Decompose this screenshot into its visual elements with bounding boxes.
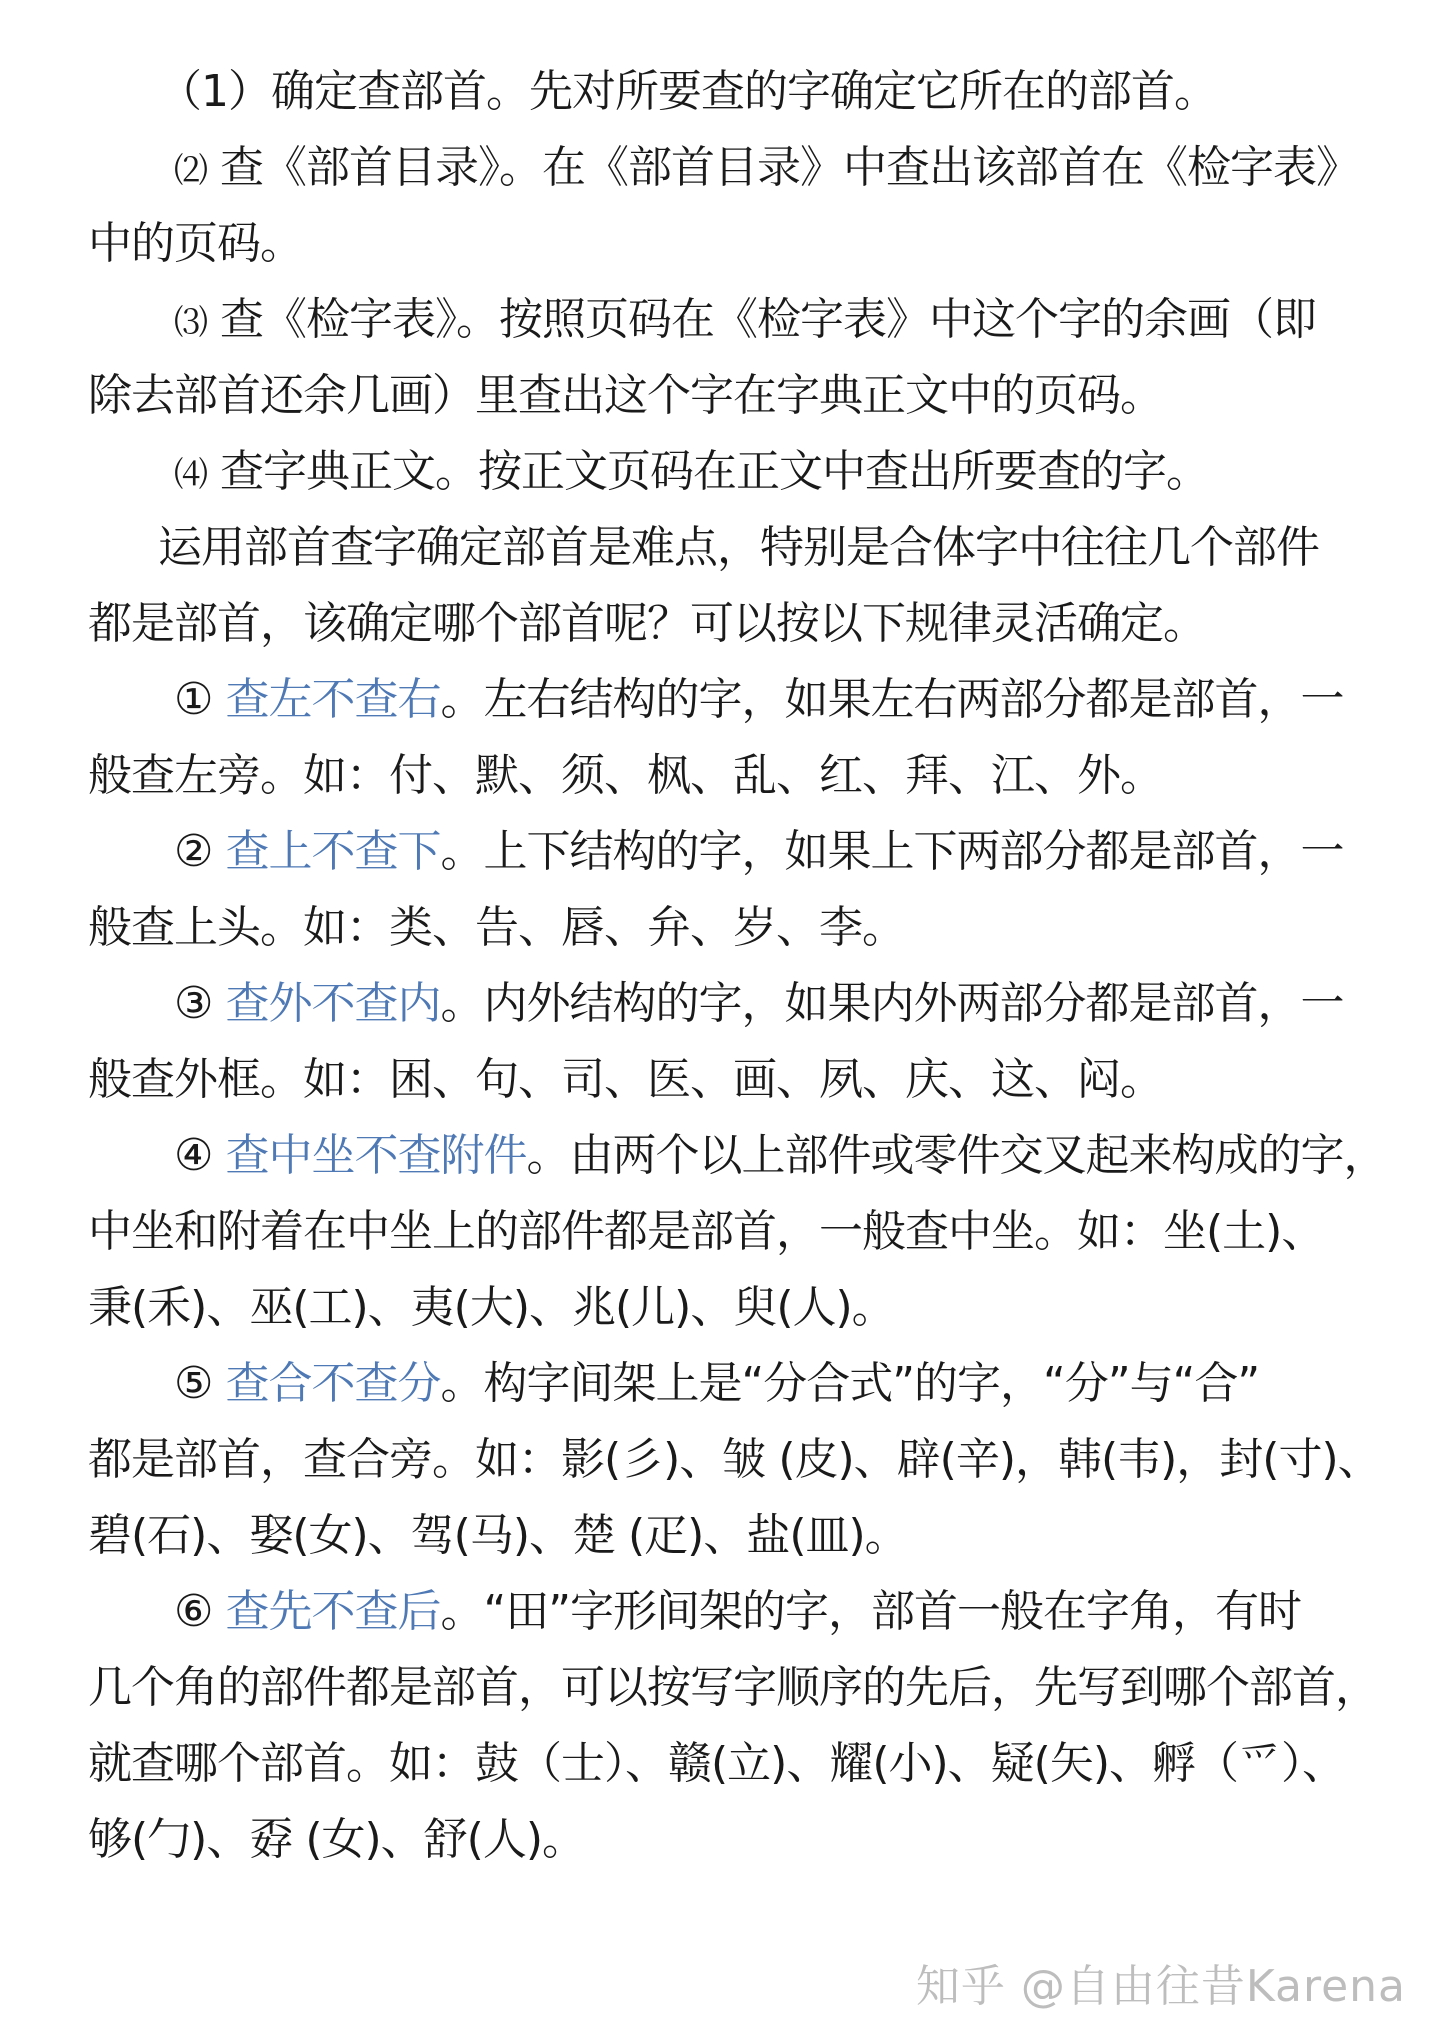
rule-1-line-2: 般查左旁。如：付、默、须、枫、乱、红、拜、江、外。: [88, 750, 1163, 801]
rule-1-number: ①: [174, 674, 213, 725]
step-4-number: ⑷: [174, 455, 207, 495]
rule-4-title: 查中坐不查附件: [225, 1130, 527, 1181]
rule-4-line-2: 中坐和附着在中坐上的部件都是部首，一般查中坐。如：坐(土)、: [88, 1206, 1325, 1257]
step-2-number: ⑵: [174, 151, 207, 191]
rule-3-number: ③: [174, 978, 213, 1029]
step-3-line-1: [88, 282, 1398, 358]
step-3-line-2: 除去部首还余几画）里查出这个字在字典正文中的页码。: [88, 370, 1163, 421]
intro-line-2: 都是部首，该确定哪个部首呢？可以按以下规律灵活确定。: [88, 598, 1206, 649]
cut-off-line: [88, 66, 1398, 130]
rule-2-line-2: 般查上头。如：类、告、唇、弁、岁、李。: [88, 902, 905, 953]
rule-4-text: 。由两个以上部件或零件交叉起来构成的字，: [526, 1130, 1387, 1181]
rule-1-line-1: [88, 662, 1398, 738]
document-body: [88, 66, 1398, 1878]
rule-5-text: 。构字间架上是“分合式”的字，“分”与“合”: [440, 1358, 1260, 1409]
step-3-number: ⑶: [174, 303, 207, 343]
rule-6-line-1: [88, 1574, 1398, 1650]
rule-5-line-3: 碧(石)、娶(女)、驾(马)、楚 (疋)、盐(皿)。: [88, 1510, 908, 1561]
intro-line-1: 运用部首查字确定部首是难点，特别是合体字中往往几个部件: [158, 522, 1319, 573]
rule-5-line-2: 都是部首，查合旁。如：影(彡)、皱 (皮)、辟(辛)，韩(韦)，封(寸)、: [88, 1434, 1381, 1485]
rule-4-number: ④: [174, 1130, 213, 1181]
rule-2-text: 。上下结构的字，如果上下两部分都是部首，一: [440, 826, 1344, 877]
rule-6-text: 。“田”字形间架的字，部首一般在字角，有时: [440, 1586, 1302, 1637]
rules-list: [88, 662, 1398, 1878]
rule-4-line-1: [88, 1118, 1398, 1194]
step-4-line-1: [88, 434, 1398, 510]
rule-2-line-1: [88, 814, 1398, 890]
rule-3-text: 。内外结构的字，如果内外两部分都是部首，一: [440, 978, 1344, 1029]
step-2-line-2: 中的页码。: [88, 218, 303, 269]
rule-5-title: 查合不查分: [225, 1358, 441, 1409]
rule-1-title: 查左不查右: [225, 674, 441, 725]
rule-3-title: 查外不查内: [225, 978, 441, 1029]
rule-6-line-3: 就查哪个部首。如：鼓（士）、赣(立)、耀(小)、疑(矢)、孵（爫）、: [88, 1738, 1345, 1789]
rule-5-number: ⑤: [174, 1358, 213, 1409]
rule-2-number: ②: [174, 826, 213, 877]
rule-6-line-4: 够(勹)、孬 (女)、舒(人)。: [88, 1814, 585, 1865]
step-3-text: 查《检字表》。按照页码在《检字表》中这个字的余画（即: [220, 294, 1316, 345]
zhihu-watermark: 知乎 @自由往昔Karena: [915, 1961, 1406, 2012]
rule-6-line-2: 几个角的部件都是部首，可以按写字顺序的先后，先写到哪个部首，: [88, 1662, 1378, 1713]
step-2-line-1: [88, 130, 1398, 206]
step-2-text: 查《部首目录》。在《部首目录》中查出该部首在《检字表》: [220, 142, 1359, 193]
rule-6-number: ⑥: [174, 1586, 213, 1637]
rule-6-title: 查先不查后: [225, 1586, 441, 1637]
rule-2-title: 查上不查下: [225, 826, 441, 877]
rule-4-line-3: 秉(禾)、巫(工)、夷(大)、兆(儿)、臾(人)。: [88, 1282, 895, 1333]
rule-3-line-1: [88, 966, 1398, 1042]
cut-off-text: （1）确定查部首。先对所要查的字确定它所在的部首。: [158, 66, 1217, 117]
rule-3-line-2: 般查外框。如：困、句、司、医、画、夙、庆、这、闷。: [88, 1054, 1163, 1105]
rule-5-line-1: [88, 1346, 1398, 1422]
rule-1-text: 。左右结构的字，如果左右两部分都是部首，一: [440, 674, 1344, 725]
step-4-text: 查字典正文。按正文页码在正文中查出所要查的字。: [220, 446, 1209, 497]
